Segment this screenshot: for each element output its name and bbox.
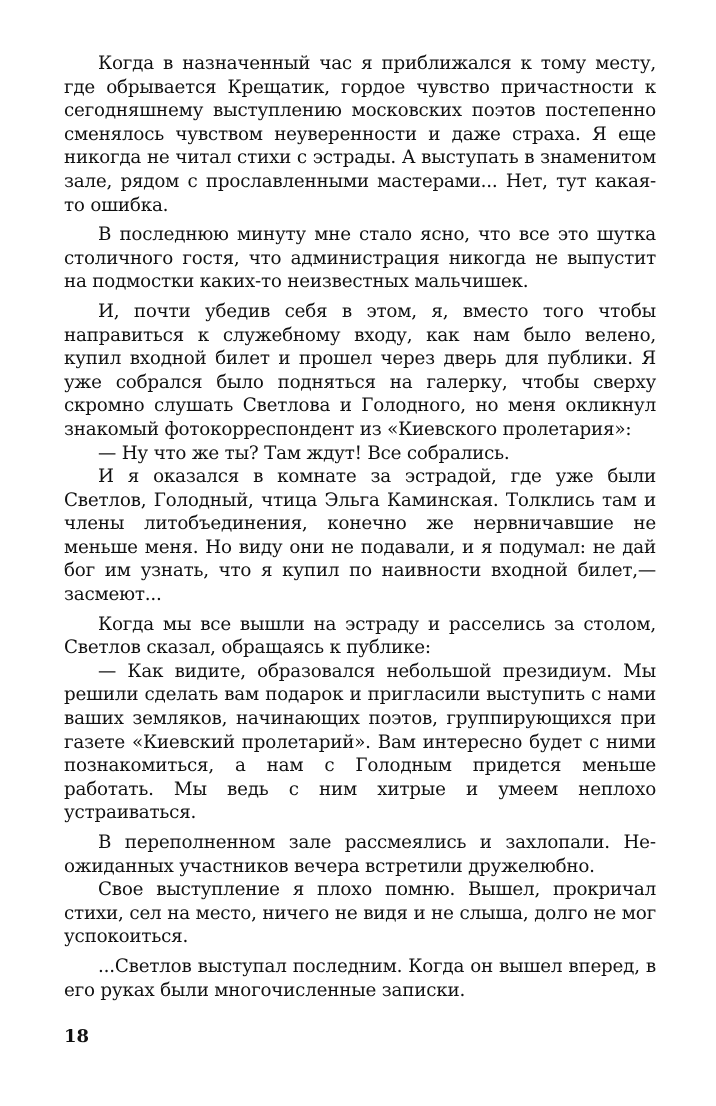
paragraph-5: И я оказался в комнате за эстрадой, где уже были Светлов, Голодный, чтица Эльга Каминская. Толклись там и члены литобъединения, конечно же нервничавшие не меньше меня. Но виду они не подавали, и я подумал: не дай бог им узнать, что я купил по наивности входной билет,— засмеют...	[64, 466, 656, 606]
paragraph-9: Свое выступление я плохо помню. Вышел, прокричал стихи, сел на место, ничего не видя и не слыша, долго не мог успокоиться.	[64, 879, 656, 948]
paragraph-2: В последнюю минуту мне стало ясно, что все это шутка столичного гостя, что администрация никогда не выпустит на подмостки каких-то неизвестных мальчишек.	[64, 224, 656, 293]
page-text-body	[64, 52, 656, 1008]
paragraph-3: И, почти убедив себя в этом, я, вместо того чтобы направиться к служебному входу, как нам было велено, купил входной билет и прошел через дверь для публики. Я уже собрался было подняться на галерку, чтобы сверху скромно слушать Светлова и Голодного, но меня окликнул знакомый фотокорреспондент из «Киевского пролетария»:	[64, 300, 656, 440]
paragraph-10: ...Светлов выступал последним. Когда он вышел вперед, в его руках были многочисленные записки.	[64, 955, 656, 1001]
paragraph-1: Когда в назначенный час я приближался к тому месту, где обрывается Крещатик, гордое чувство причастности к сегодняшнему выступлению московских поэтов постепенно сменялось чувством неуверенности и даже страха. Я еще никогда не читал стихи с эстрады. А выступать в знаменитом зале, рядом с прославленными мастерами... Нет, тут какая-то ошибка.	[64, 53, 656, 216]
paragraph-8: В переполненном зале рассмеялись и захлопали. Неожиданных участников вечера встретили дружелюбно.	[64, 832, 656, 877]
page-number: 18	[64, 1026, 90, 1047]
paragraph-4: — Ну что же ты? Там ждут! Все собрались.	[98, 442, 510, 464]
paragraph-6: Когда мы все вышли на эстраду и расселись за столом, Светлов сказал, обращаясь к публике:	[64, 613, 656, 659]
paragraph-7: — Как видите, образовался небольшой президиум. Мы решили сделать вам подарок и пригласили выступить с нами ваших земляков, начинающих поэтов, группирующихся при газете «Киевский пролетарий». Вам интересно будет с ними познакомиться, а нам с Голодным придется меньше работать. Мы ведь с ним хитрые и умеем неплохо устраиваться.	[64, 660, 656, 824]
